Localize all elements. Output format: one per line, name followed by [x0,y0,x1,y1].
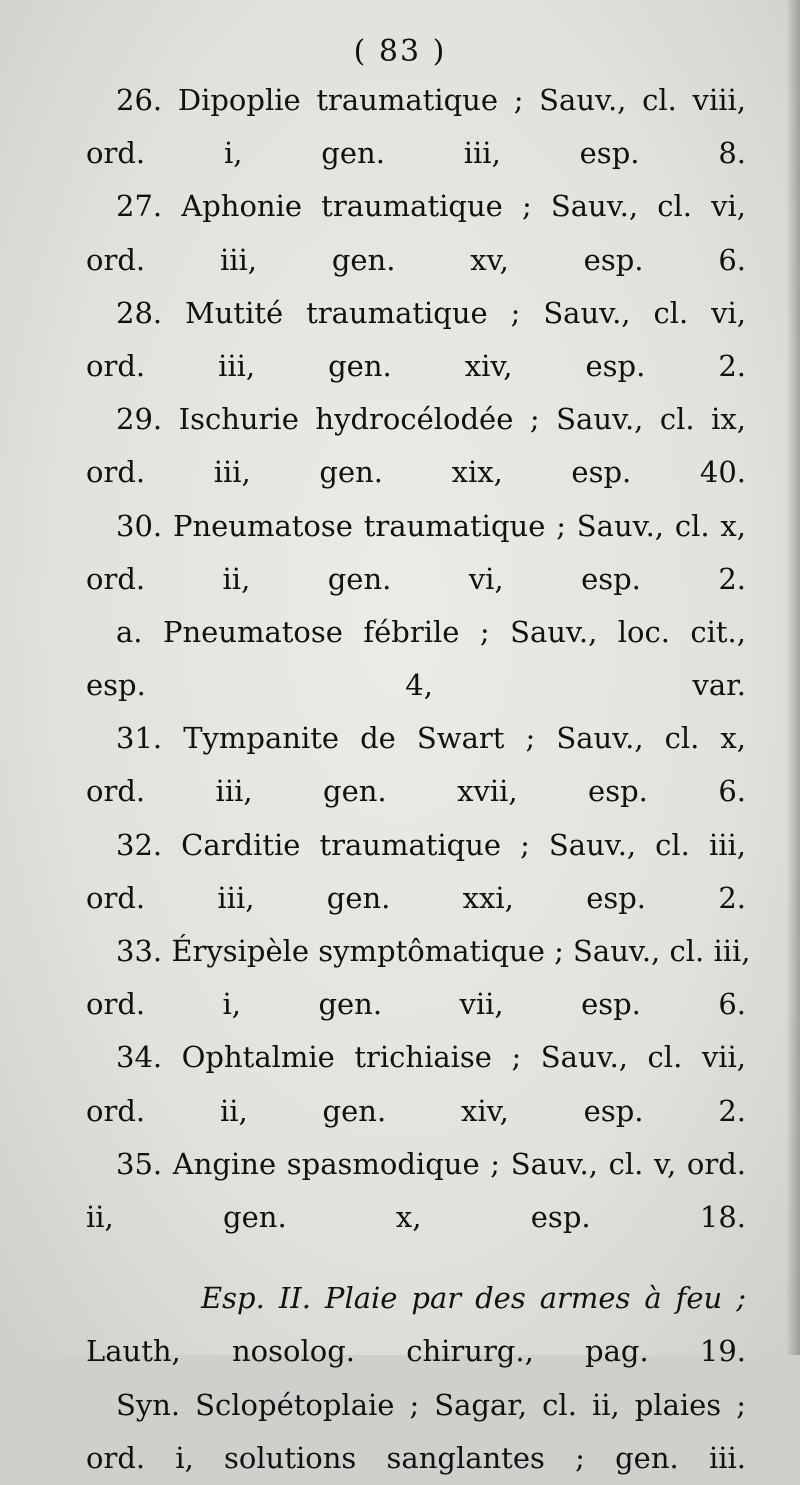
entry-line: 31. Tympanite de Swart ; Sauv., cl. x, [116,721,746,756]
entry-line: 28. Mutité traumatique ; Sauv., cl. vi, [116,295,746,330]
entry-line: 32. Carditie traumatique ; Sauv., cl. iii, [116,827,746,862]
entry-line-continued: ord. i, gen. vii, esp. 6. [86,987,746,1022]
entry-line-continued: ord. iii, gen. xix, esp. 40. [86,455,746,490]
entry-line: 29. Ischurie hydrocélodée ; Sauv., cl. ix, [116,402,746,437]
entry-line-continued: ord. iii, gen. xv, esp. 6. [86,242,746,277]
entry-line: 35. Angine spasmodique ; Sauv., cl. v, ord. [116,1146,746,1181]
species-reference: Lauth, nosolog. chirurg., pag. 19. [86,1334,746,1369]
entry-line: 33. Érysipèle symptômatique ; Sauv., cl. iii, [116,934,751,968]
species-heading: Esp. II. Plaie par des armes à feu ; [201,1281,746,1316]
entry-line-continued: ord. iii, gen. xxi, esp. 2. [86,880,746,915]
entry-line: 30. Pneumatose traumatique ; Sauv., cl. x, [116,508,746,543]
page-text [86,74,751,1485]
synonym-list [86,74,751,1244]
synonym-line-continued: ord. i, solutions sanglantes ; gen. iii. [86,1440,746,1475]
entry-line: 34. Ophtalmie trichiaise ; Sauv., cl. vii, [116,1040,746,1075]
entry-line-continued: ord. i, gen. iii, esp. 8. [86,136,746,171]
entry-line-continued: ord. iii, gen. xiv, esp. 2. [86,348,746,383]
page-number: ( 83 ) [353,34,447,69]
entry-line-continued: ii, gen. x, esp. 18. [86,1199,746,1234]
entry-line: 27. Aphonie traumatique ; Sauv., cl. vi, [116,189,746,224]
synonym-line: Syn. Sclopétoplaie ; Sagar, cl. ii, plaies ; [116,1387,746,1422]
entry-line: a. Pneumatose fébrile ; Sauv., loc. cit., [116,614,746,649]
section-gap [86,1244,746,1272]
page-edge-shadow [786,0,800,1355]
entry-line: 26. Dipoplie traumatique ; Sauv., cl. viii, [116,83,746,117]
entry-line-continued: ord. ii, gen. vi, esp. 2. [86,561,746,596]
entry-line-continued: ord. iii, gen. xvii, esp. 6. [86,774,746,809]
entry-line-continued: esp. 4, var. [86,668,746,703]
entry-line-continued: ord. ii, gen. xiv, esp. 2. [86,1093,746,1128]
